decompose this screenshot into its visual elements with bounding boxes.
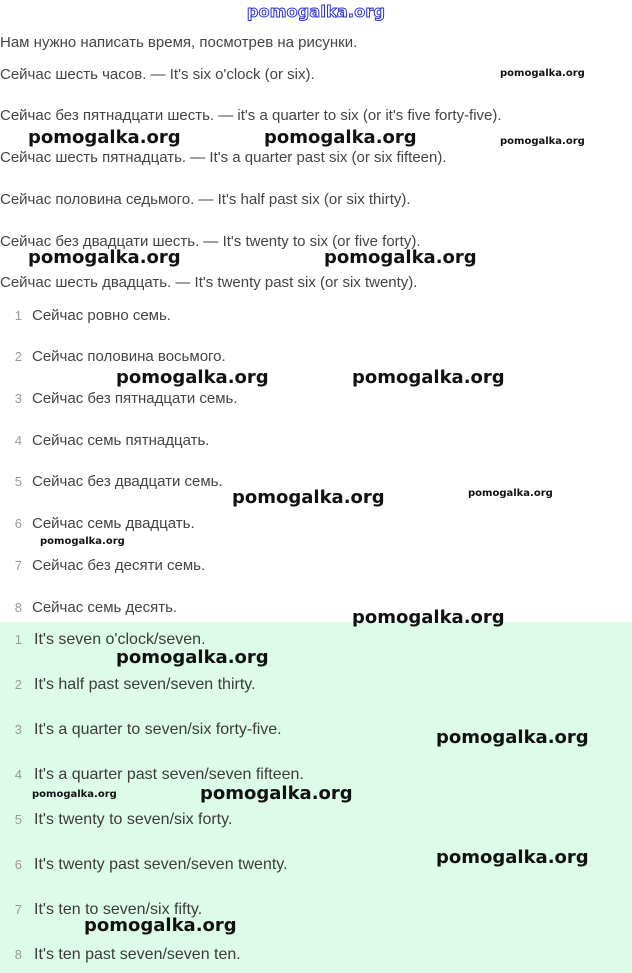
watermark: pomogalka.org — [436, 847, 589, 868]
watermark: pomogalka.org — [500, 136, 585, 147]
answer-item — [0, 856, 288, 874]
example-line: Сейчас шесть двадцать. — It's twenty past six (or six twenty). — [0, 274, 418, 291]
task-number: 1 — [14, 308, 22, 323]
site-header-logo: pomogalka.org — [246, 2, 386, 21]
answer-number: 6 — [14, 857, 22, 872]
task-text: Сейчас половина восьмого. — [32, 348, 226, 365]
task-text: Сейчас семь пятнадцать. — [32, 432, 210, 449]
watermark: pomogalka.org — [324, 247, 477, 268]
task-number: 4 — [14, 433, 22, 448]
watermark: pomogalka.org — [352, 367, 505, 388]
answer-item — [0, 676, 256, 694]
watermark: pomogalka.org — [28, 127, 181, 148]
task-item — [0, 473, 223, 490]
watermark: pomogalka.org — [352, 607, 505, 628]
task-text: Сейчас без пятнадцати семь. — [32, 390, 238, 407]
answer-text: It's seven o'clock/seven. — [34, 631, 206, 648]
answer-text: It's twenty past seven/seven twenty. — [34, 856, 288, 873]
answer-number: 5 — [14, 812, 22, 827]
watermark: pomogalka.org — [28, 247, 181, 268]
task-text: Сейчас без десяти семь. — [32, 557, 206, 574]
answer-number: 3 — [14, 722, 22, 737]
task-text: Сейчас семь десять. — [32, 599, 178, 616]
watermark: pomogalka.org — [232, 487, 385, 508]
watermark: pomogalka.org — [40, 536, 125, 547]
example-line: Сейчас половина седьмого. — It's half past six (or six thirty). — [0, 191, 411, 208]
task-number: 7 — [14, 558, 22, 573]
watermark: pomogalka.org — [468, 488, 553, 499]
watermark: pomogalka.org — [84, 915, 237, 936]
example-line: Сейчас шесть пятнадцать. — It's a quarter past six (or six fifteen). — [0, 149, 447, 166]
answer-text: It's a quarter past seven/seven fifteen. — [34, 766, 304, 783]
task-number: 6 — [14, 516, 22, 531]
answer-number: 4 — [14, 767, 22, 782]
task-text: Сейчас семь двадцать. — [32, 515, 195, 532]
answer-number: 2 — [14, 677, 22, 692]
answer-text: It's twenty to seven/six forty. — [34, 811, 233, 828]
watermark: pomogalka.org — [264, 127, 417, 148]
task-text: Сейчас без двадцати семь. — [32, 473, 223, 490]
answer-item — [0, 766, 304, 784]
task-item — [0, 307, 171, 324]
intro-text: Нам нужно написать время, посмотрев на рисунки. — [0, 34, 358, 51]
task-item — [0, 390, 238, 407]
answer-text: It's ten past seven/seven ten. — [34, 946, 241, 963]
task-item — [0, 515, 195, 532]
answer-number: 7 — [14, 902, 22, 917]
watermark: pomogalka.org — [500, 68, 585, 79]
answer-item — [0, 721, 282, 739]
example-line: Сейчас шесть часов. — It's six o'clock (or six). — [0, 66, 315, 83]
answer-text: It's a quarter to seven/six forty-five. — [34, 721, 282, 738]
task-item — [0, 348, 226, 365]
watermark: pomogalka.org — [116, 367, 269, 388]
task-number: 2 — [14, 349, 22, 364]
answer-item — [0, 811, 232, 829]
answer-text: It's ten to seven/six fifty. — [34, 901, 203, 918]
example-line: Сейчас без пятнадцати шесть. — it's a quarter to six (or it's five forty-five). — [0, 107, 502, 124]
answer-text: It's half past seven/seven thirty. — [34, 676, 256, 693]
answer-item — [0, 946, 241, 964]
answer-number: 8 — [14, 947, 22, 962]
answer-number: 1 — [14, 632, 22, 647]
task-number: 5 — [14, 474, 22, 489]
task-item — [0, 432, 209, 449]
watermark: pomogalka.org — [436, 727, 589, 748]
example-line: Сейчас без двадцати шесть. — It's twenty to six (or five forty). — [0, 233, 421, 250]
task-text: Сейчас ровно семь. — [32, 307, 171, 324]
watermark: pomogalka.org — [200, 783, 353, 804]
task-item — [0, 557, 205, 574]
task-number: 8 — [14, 600, 22, 615]
watermark: pomogalka.org — [32, 789, 117, 800]
task-number: 3 — [14, 391, 22, 406]
task-item — [0, 599, 177, 616]
watermark: pomogalka.org — [116, 647, 269, 668]
